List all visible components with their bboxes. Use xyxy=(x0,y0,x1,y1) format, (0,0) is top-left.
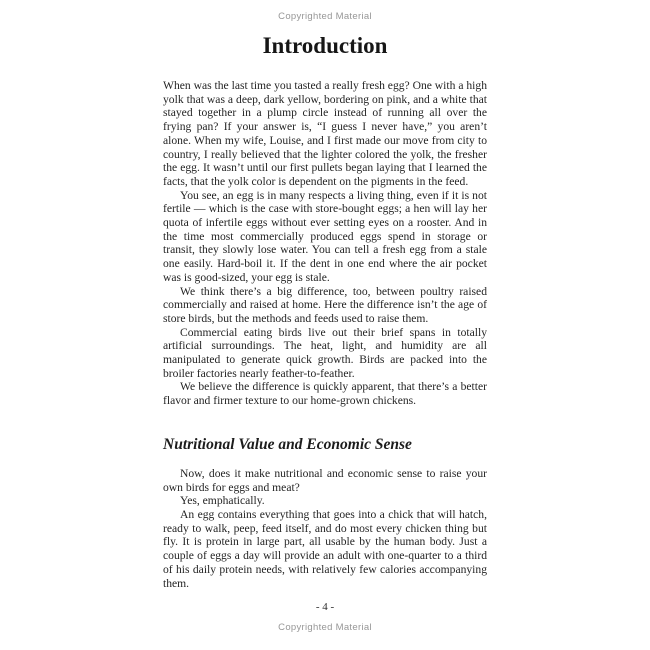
paragraph: You see, an egg is in many respects a living thing, even if it is not fertile — which is the case with store-bought eggs; a hen will lay her quota of infertile eggs without ever setting eyes on a rooster. And in the time most commercially produced eggs spend in storage or transit, they slowly lose water. You can tell a fresh egg from a stale one easily. Hard-boil it. If the dent in one end where the air pocket was is good-sized, your egg is stale. xyxy=(163,188,487,284)
paragraph: When was the last time you tasted a really fresh egg? One with a high yolk that was a deep, dark yellow, bordering on pink, and a white that stayed together in a plump circle instead of running all over the frying pan? If your answer is, “I guess I never have,” you aren’t alone. When my wife, Louise, and I first made our move from city to country, I really believed that the lighter colored the yolk, the fresher the egg. It wasn’t until our first pullets began laying that I learned the facts, that the yolk color is dependent on the pigments in the feed. xyxy=(163,79,487,188)
section-heading: Nutritional Value and Economic Sense xyxy=(163,435,412,453)
paragraph: Now, does it make nutritional and economic sense to raise your own birds for eggs and meat? xyxy=(163,466,487,494)
paragraph: Yes, emphatically. xyxy=(180,494,265,508)
page-number: - 4 - xyxy=(315,601,335,613)
copyright-watermark-top: Copyrighted Material xyxy=(278,11,372,22)
paragraph: We think there’s a big difference, too, between poultry raised commercially and raised at home. Here the difference isn’t the age of store birds, but the methods and feeds used to raise them. xyxy=(163,284,487,325)
page-body xyxy=(163,79,487,590)
paragraph: An egg contains everything that goes into a chick that will hatch, ready to walk, peep, feed itself, and do most every chicken thing but fly. It is protein in large part, all usable by the human body. Just a couple of eggs a day will provide an adult with one-quarter to a third of his daily protein needs, with relatively few calories accompanying them. xyxy=(163,507,487,590)
copyright-watermark-bottom: Copyrighted Material xyxy=(278,622,372,633)
paragraph: We believe the difference is quickly apparent, that there’s a better flavor and firmer texture to our home-grown chickens. xyxy=(163,380,487,408)
paragraph: Commercial eating birds live out their brief spans in totally artificial surroundings. The heat, light, and humidity are all manipulated to generate quick growth. Birds are packed into the broiler factories nearly feather-to-feather. xyxy=(163,325,487,380)
chapter-title: Introduction xyxy=(262,33,388,58)
